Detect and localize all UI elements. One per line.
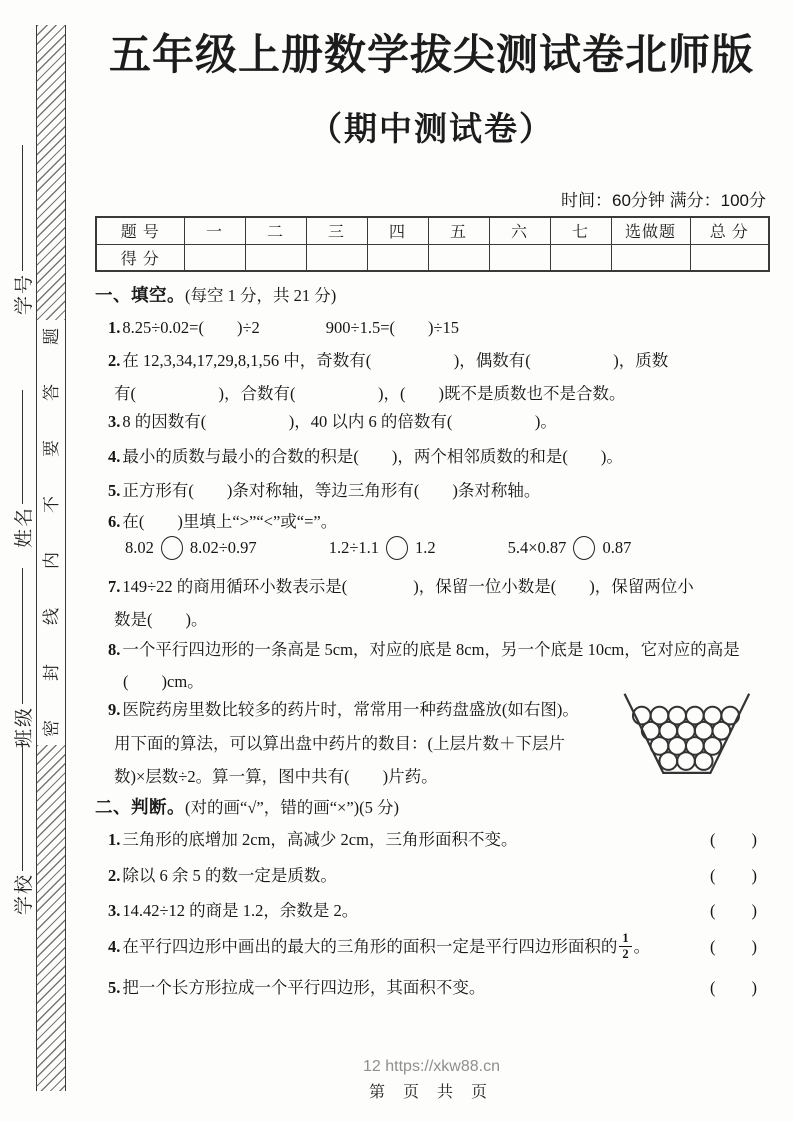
seal-char: 封 <box>41 664 61 681</box>
score-header-cell: 选做题 <box>611 217 690 244</box>
score-cell <box>245 244 306 271</box>
student-name-blank-line <box>22 390 23 504</box>
score-header-cell: 五 <box>428 217 489 244</box>
section-1-heading <box>95 284 336 307</box>
answer-circle <box>386 536 408 560</box>
score-cell <box>367 244 428 271</box>
answer-bracket: ( ) <box>710 866 758 885</box>
class-blank-line <box>22 568 23 704</box>
section-2-heading <box>95 796 399 819</box>
student-name-label: 姓名 <box>13 505 35 548</box>
fill-q9-line3: 数)×层数÷2。算一算，图中共有( )片药。 <box>114 767 438 786</box>
student-name-field <box>8 390 36 548</box>
section-1-title: 一、填空。 <box>95 285 185 305</box>
paper-main <box>95 0 768 1122</box>
seal-char: 线 <box>41 608 61 625</box>
watermark-url: 12 https://xkw88.cn <box>363 1058 500 1075</box>
hatch-pattern-top <box>37 25 65 320</box>
fill-q9-line1: 9. 医院药房里数比较多的药片时，常常用一种药盘盛放(如右图)。 <box>108 700 579 719</box>
seal-char: 要 <box>41 440 61 457</box>
student-id-blank-line <box>22 145 23 271</box>
judge-q2: 2. 除以 6 余 5 的数一定是质数。 ( ) <box>108 866 758 885</box>
seal-char: 内 <box>41 552 61 569</box>
fill-q5: 5. 正方形有( )条对称轴，等边三角形有( )条对称轴。 <box>108 481 541 500</box>
score-header-cell: 七 <box>550 217 611 244</box>
score-cell <box>428 244 489 271</box>
seal-warning-text <box>37 320 65 745</box>
score-row-label: 得 分 <box>96 244 184 271</box>
score-cell <box>184 244 245 271</box>
seal-char: 不 <box>41 496 61 513</box>
seal-char: 答 <box>41 384 61 401</box>
judge-q1: 1. 三角形的底增加 2cm，高减少 2cm，三角形面积不变。 ( ) <box>108 830 758 849</box>
school-label: 学校 <box>13 872 35 915</box>
seal-line-band <box>36 25 66 1091</box>
answer-bracket: ( ) <box>710 978 758 997</box>
page-number-line: 第 页 共 页 <box>368 1084 494 1101</box>
score-header-cell: 题 号 <box>96 217 184 244</box>
score-header-cell: 总 分 <box>690 217 769 244</box>
class-label: 班级 <box>13 705 35 748</box>
score-header-cell: 二 <box>245 217 306 244</box>
judge-q3: 3. 14.42÷12 的商是 1.2，余数是 2。 ( ) <box>108 901 758 920</box>
fill-q7-line1: 7. 149÷22 的商用循环小数表示是( )，保留一位小数是( )，保留两位小 <box>108 577 694 596</box>
pill-tray-rows <box>633 707 739 770</box>
student-id-field <box>8 145 36 315</box>
fill-q8-line2: ( )cm。 <box>123 672 204 691</box>
score-table-header-row <box>96 217 769 244</box>
answer-bracket: ( ) <box>710 901 758 920</box>
fill-q7-line2: 数是( )。 <box>114 610 208 629</box>
section-2-title: 二、判断。 <box>95 797 185 817</box>
score-cell <box>611 244 690 271</box>
fill-q4: 4. 最小的质数与最小的合数的积是( )，两个相邻质数的和是( )。 <box>108 447 623 466</box>
school-blank-line <box>22 743 23 871</box>
score-table <box>95 216 770 272</box>
score-cell <box>550 244 611 271</box>
score-cell <box>489 244 550 271</box>
fill-q2-line1: 2. 在 12,3,34,17,29,8,1,56 中，奇数有( )，偶数有( )，质数 <box>108 351 669 370</box>
seal-char: 题 <box>41 328 61 345</box>
section-1-points: (每空 1 分，共 21 分) <box>185 286 337 305</box>
judge-q4: 4. 在平行四边形中画出的最大的三角形的面积一定是平行四边形面积的 $\frac{1}{2}$ 。 ( ) <box>108 931 758 962</box>
fill-q8-line1: 8. 一个平行四边形的一条高是 5cm，对应的底是 8cm，另一个底是 10cm，它对应的高是 <box>108 640 740 659</box>
answer-bracket: ( ) <box>710 936 758 956</box>
fill-q3: 3. 8 的因数有( )，40 以内 6 的倍数有( )。 <box>108 412 557 431</box>
score-cell <box>690 244 769 271</box>
answer-circle <box>161 536 183 560</box>
fill-q1: 1. 8.25÷0.02=( )÷2 900÷1.5=( )÷15 <box>108 318 460 337</box>
page-subtitle: （期中测试卷） <box>309 110 554 147</box>
class-field <box>8 568 36 748</box>
judge-q5: 5. 把一个长方形拉成一个平行四边形，其面积不变。 ( ) <box>108 978 758 997</box>
fill-q2-line2: 有( )，合数有( )，( )既不是质数也不是合数。 <box>114 384 626 403</box>
score-header-cell: 四 <box>367 217 428 244</box>
answer-bracket: ( ) <box>710 830 758 849</box>
student-id-label: 学号 <box>13 272 35 315</box>
section-2-points: (对的画“√”，错的画“×”)(5 分) <box>185 798 400 817</box>
score-cell <box>306 244 367 271</box>
fill-q9-line2: 用下面的算法，可以算出盘中药片的数目：(上层片数＋下层片 <box>114 734 565 753</box>
pill-tray-illustration <box>622 692 750 783</box>
score-header-cell: 六 <box>489 217 550 244</box>
fraction-one-half: $\frac{1}{2}$ <box>619 932 631 961</box>
fill-q6: 6. 在( )里填上“>”“<”或“=”。 <box>108 512 338 531</box>
time-score-meta: 时间：60分钟 满分：100分 <box>561 191 766 210</box>
score-header-cell: 三 <box>306 217 367 244</box>
page-title: 五年级上册数学拔尖测试卷北师版 <box>108 31 754 78</box>
hatch-pattern-bottom <box>37 745 65 1091</box>
answer-circle <box>573 536 595 560</box>
school-field <box>8 743 36 915</box>
score-table-score-row <box>96 244 769 271</box>
score-header-cell: 一 <box>184 217 245 244</box>
seal-char: 密 <box>41 720 61 737</box>
fill-q6-comparisons: 8.02 8.02÷0.97 1.2÷1.1 1.2 5.4×0.87 0.87 <box>125 536 631 560</box>
